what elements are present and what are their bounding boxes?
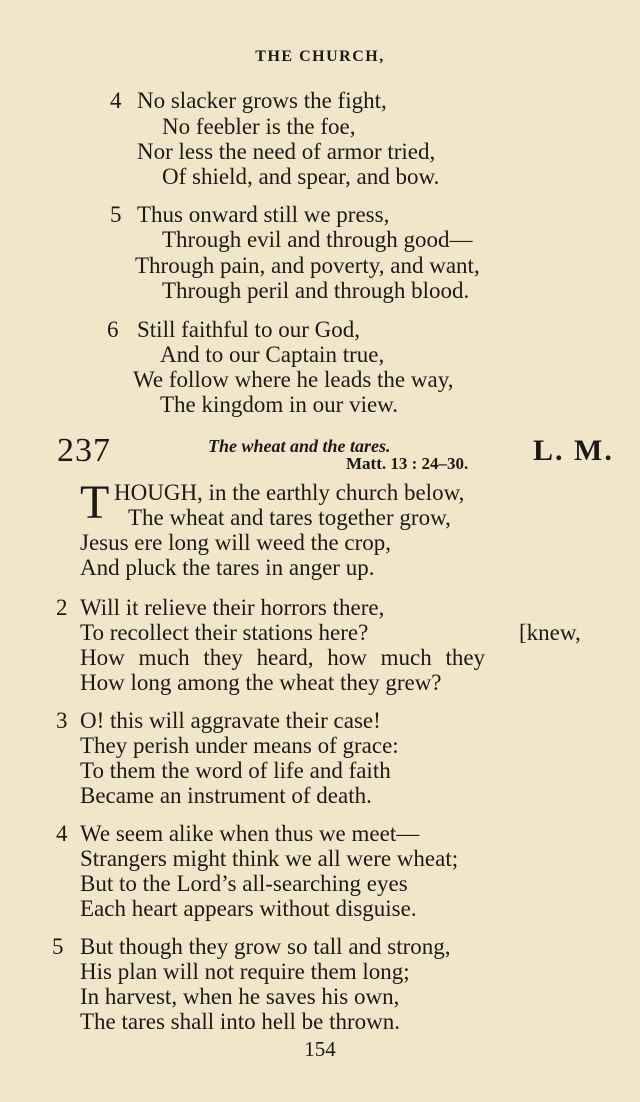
stanza-number: 4 xyxy=(56,821,68,846)
verse-line: In harvest, when he saves his own, xyxy=(80,984,400,1009)
stanza-number: 4 xyxy=(110,88,122,113)
verse-line: The wheat and tares together grow, xyxy=(128,505,451,530)
verse-line: Nor less the need of armor tried, xyxy=(137,139,436,164)
verse-line: The tares shall into hell be thrown. xyxy=(80,1009,401,1034)
verse-line-overflow: [knew, xyxy=(519,620,581,645)
verse-line: O! this will aggravate their case! xyxy=(80,708,381,733)
verse-line: But though they grow so tall and strong, xyxy=(80,934,451,959)
stanza-number: 6 xyxy=(107,317,119,342)
verse-line: Strangers might think we all were wheat; xyxy=(80,846,459,871)
verse-line: Through pain, and poverty, and want, xyxy=(135,253,480,278)
verse-line: How much they heard, how much they xyxy=(80,645,486,670)
drop-cap: T xyxy=(80,476,110,529)
verse-line: Will it relieve their horrors there, xyxy=(80,595,385,620)
stanza-number: 5 xyxy=(52,934,64,959)
verse-line: Jesus ere long will weed the crop, xyxy=(80,530,392,555)
page-number: 154 xyxy=(304,1037,336,1061)
verse-line: To them the word of life and faith xyxy=(80,758,391,783)
verse-line: No feebler is the foe, xyxy=(162,114,356,139)
verse-line: How long among the wheat they grew? xyxy=(80,670,442,695)
verse-line: No slacker grows the fight, xyxy=(137,88,387,113)
verse-line: But to the Lord’s all-searching eyes xyxy=(80,871,408,896)
verse-line: Through evil and through good— xyxy=(162,227,473,252)
verse-line: Each heart appears without disguise. xyxy=(80,896,417,921)
verse-line: Thus onward still we press, xyxy=(137,202,390,227)
verse-line: And pluck the tares in anger up. xyxy=(80,555,375,580)
verse-line: Of shield, and spear, and bow. xyxy=(162,164,440,189)
verse-line: Through peril and through blood. xyxy=(162,278,470,303)
verse-line: Still faithful to our God, xyxy=(137,317,360,342)
verse-line: Became an instrument of death. xyxy=(80,783,372,808)
verse-line: The kingdom in our view. xyxy=(160,392,399,417)
page-header: THE CHURCH, xyxy=(255,48,385,65)
stanza-number: 5 xyxy=(110,202,122,227)
stanza-number: 2 xyxy=(56,595,68,620)
verse-line: We seem alike when thus we meet— xyxy=(80,821,420,846)
verse-line: They perish under means of grace: xyxy=(80,733,399,758)
hymn-title: The wheat and the tares. xyxy=(208,436,391,456)
scripture-reference: Matt. 13 : 24–30. xyxy=(346,454,469,473)
verse-line: HOUGH, in the earthly church below, xyxy=(114,480,465,505)
hymn-meter: L. M. xyxy=(533,434,614,467)
verse-line: We follow where he leads the way, xyxy=(133,367,454,392)
stanza-number: 3 xyxy=(56,708,68,733)
verse-line: And to our Captain true, xyxy=(160,342,385,367)
verse-line: His plan will not require them long; xyxy=(80,959,410,984)
hymn-number: 237 xyxy=(57,432,111,469)
verse-line: To recollect their stations here? xyxy=(80,620,369,645)
